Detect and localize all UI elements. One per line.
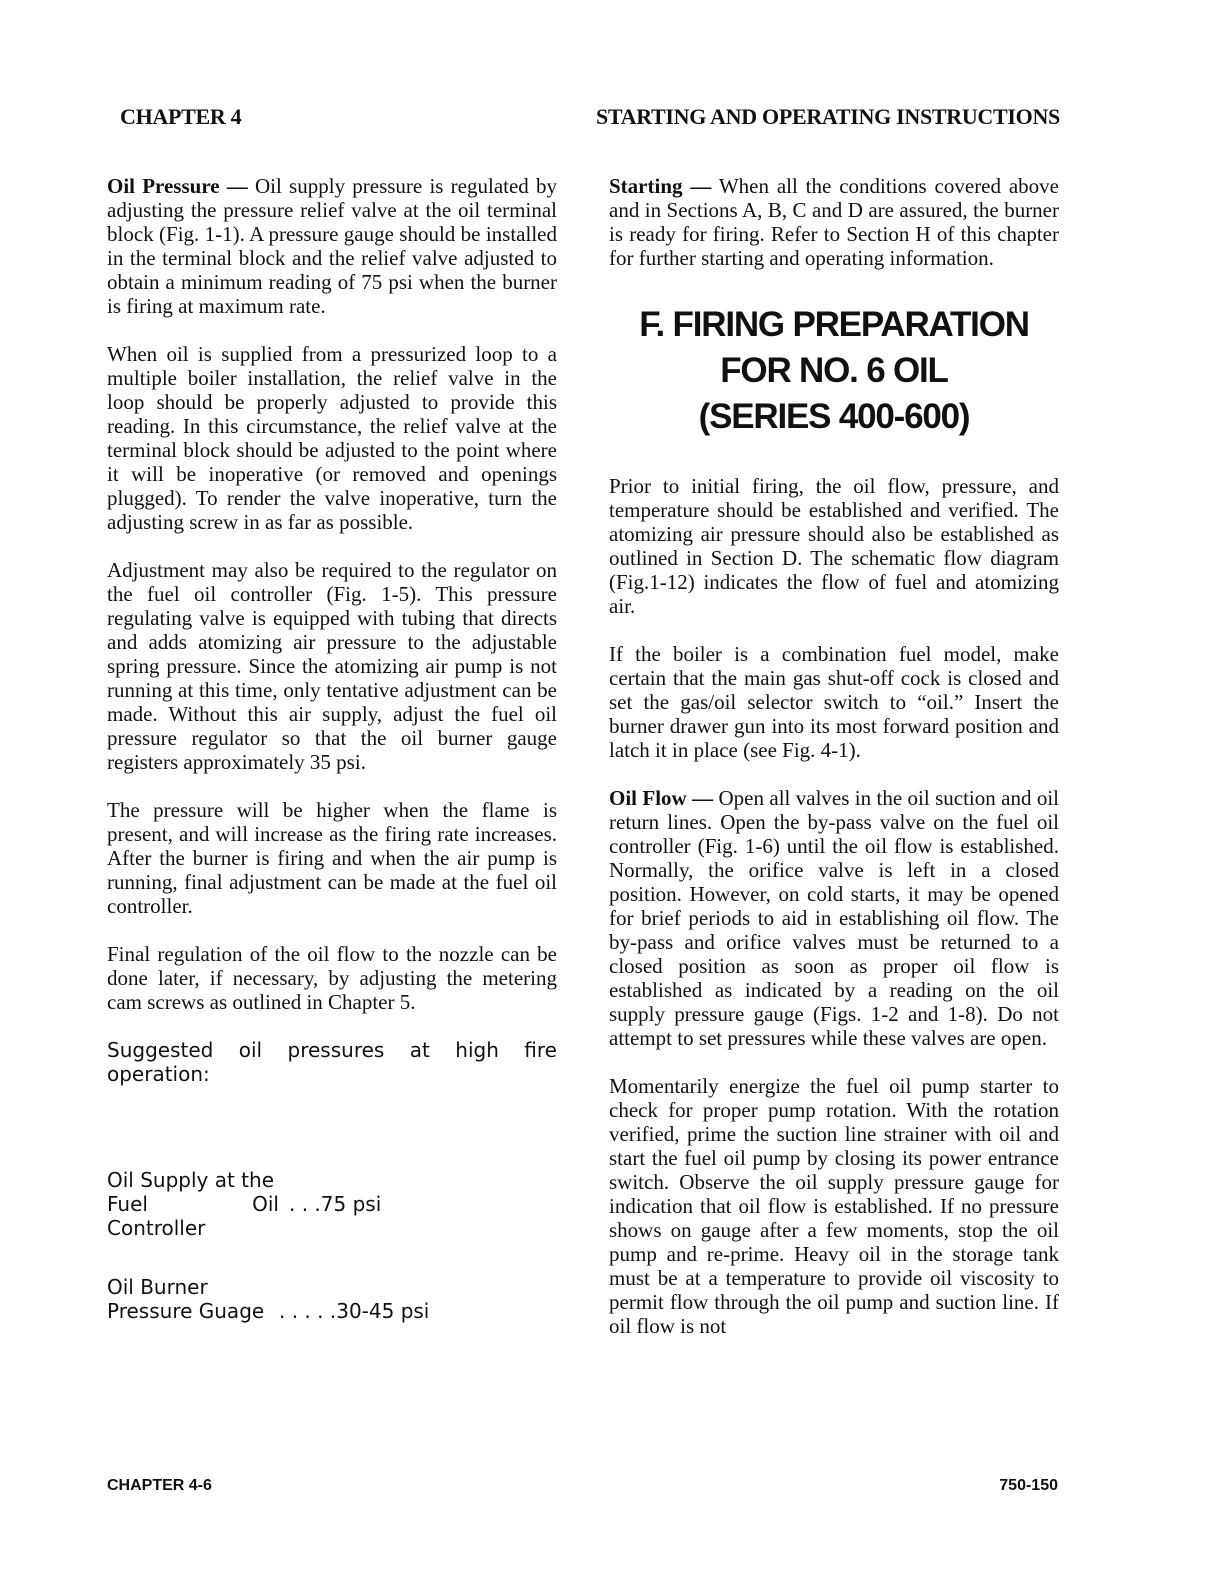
oil-pressure-text: Oil supply pressure is regulated by adjusting the pressure relief valve at the oil terminal block (Fig. 1-1). A pressure gauge should be installed in the terminal block and the relief valve adjusted to obtain a minimum reading of 75 psi when the burner is firing at maximum rate.	[107, 174, 557, 318]
footer-page-number: CHAPTER 4-6	[107, 1477, 212, 1494]
regulator-adjustment-paragraph: Adjustment may also be required to the regulator on the fuel oil controller (Fig. 1-5). This pressure regulating valve is equipped with tubing that directs and adds atomizing air pressure to the adjustable spring pressure. Since the atomizing air pump is not running at this time, only tentative adjustment can be made. Without this air supply, adjust the fuel oil pressure regulator so that the oil burner gauge registers approximately 35 psi.	[107, 558, 557, 774]
starting-paragraph	[609, 174, 1059, 270]
oil-pressure-heading: Oil Pressure —	[107, 174, 248, 198]
spec-burner-gauge-line1: Oil Burner	[107, 1275, 208, 1299]
pressurized-loop-paragraph: When oil is supplied from a pressurized loop to a multiple boiler installation, the relief valve in the loop should be properly adjusted to provide this reading. In this circumstance, the relief valve at the terminal block should be adjusted to the point where it will be inoperative (or removed and openings plugged). To render the valve inoperative, turn the adjusting screw in as far as possible.	[107, 342, 557, 534]
oil-flow-heading: Oil Flow —	[609, 786, 714, 810]
footer-document-number: 750-150	[999, 1477, 1058, 1494]
spec-oil-supply	[107, 1168, 557, 1240]
spec-oil-supply-line1: Oil Supply at the	[107, 1168, 275, 1192]
oil-pressure-paragraph	[107, 174, 557, 318]
starting-heading: Starting —	[609, 174, 712, 198]
spec-burner-gauge	[107, 1275, 557, 1323]
flame-pressure-paragraph: The pressure will be higher when the flame is present, and will increase as the firing rate increases. After the burner is firing and when the air pump is running, final adjustment can be made at the fuel oil controller.	[107, 798, 557, 918]
pump-rotation-paragraph: Momentarily energize the fuel oil pump starter to check for proper pump rotation. With the rotation verified, prime the suction line strainer with oil and start the fuel oil pump by closing its power entrance switch. Observe the oil supply pressure gauge for indication that oil flow is established. If no pressure shows on gauge after a few moments, stop the oil pump and re-prime. Heavy oil in the storage tank must be at a temperature to provide oil viscosity to permit flow through the oil pump and suction line. If oil flow is not	[609, 1074, 1059, 1338]
final-regulation-paragraph: Final regulation of the oil flow to the nozzle can be done later, if necessary, by adjusting the metering cam screws as outlined in Chapter 5.	[107, 942, 557, 1014]
oil-flow-text: Open all valves in the oil suction and oil return lines. Open the by-pass valve on the fuel oil controller (Fig. 1-6) until the oil flow is established. Normally, the orifice valve is left in a closed position. However, on cold starts, it may be opened for brief periods to aid in establishing oil flow. The by-pass and orifice valves must be returned to a closed position as soon as proper oil flow is established as indicated by a reading on the oil supply pressure gauge (Figs. 1-2 and 1-8). Do not attempt to set pressures while these valves are open.	[609, 786, 1060, 1050]
chapter-header: CHAPTER 4	[120, 104, 242, 129]
spec-oil-supply-label: Fuel Oil Controller	[107, 1192, 279, 1240]
left-column	[107, 174, 557, 1358]
spec-burner-gauge-label: Pressure Guage	[107, 1299, 265, 1323]
section-f-title	[609, 302, 1059, 440]
spec-oil-supply-value: . . .75 psi	[289, 1192, 382, 1216]
combination-fuel-paragraph: If the boiler is a combination fuel model, make certain that the main gas shut-off cock is closed and set the gas/oil selector switch to “oil.” Insert the burner drawer gun into its most forward position and latch it in place (see Fig. 4-1).	[609, 642, 1059, 762]
chapter-title-header: STARTING AND OPERATING INSTRUCTIONS	[595, 104, 1060, 129]
spec-burner-gauge-value: . . . . .30-45 psi	[279, 1299, 430, 1323]
starting-text: When all the conditions covered above and in Sections A, B, C and D are assured, the burner is ready for firing. Refer to Section H of this chapter for further starting and operating information.	[609, 174, 1059, 270]
right-column	[609, 174, 1059, 1362]
suggested-pressures-intro: Suggested oil pressures at high fire operation:	[107, 1038, 557, 1086]
prior-firing-paragraph: Prior to initial firing, the oil flow, pressure, and temperature should be established and verified. The atomizing air pressure should also be established as outlined in Section D. The schematic flow diagram (Fig.1-12) indicates the flow of fuel and atomizing air.	[609, 474, 1059, 618]
oil-flow-paragraph	[609, 786, 1059, 1050]
section-title-line3: (SERIES 400-600)	[698, 397, 970, 436]
section-title-line2: FOR NO. 6 OIL	[720, 351, 948, 390]
section-title-line1: F. FIRING PREPARATION	[639, 305, 1029, 344]
